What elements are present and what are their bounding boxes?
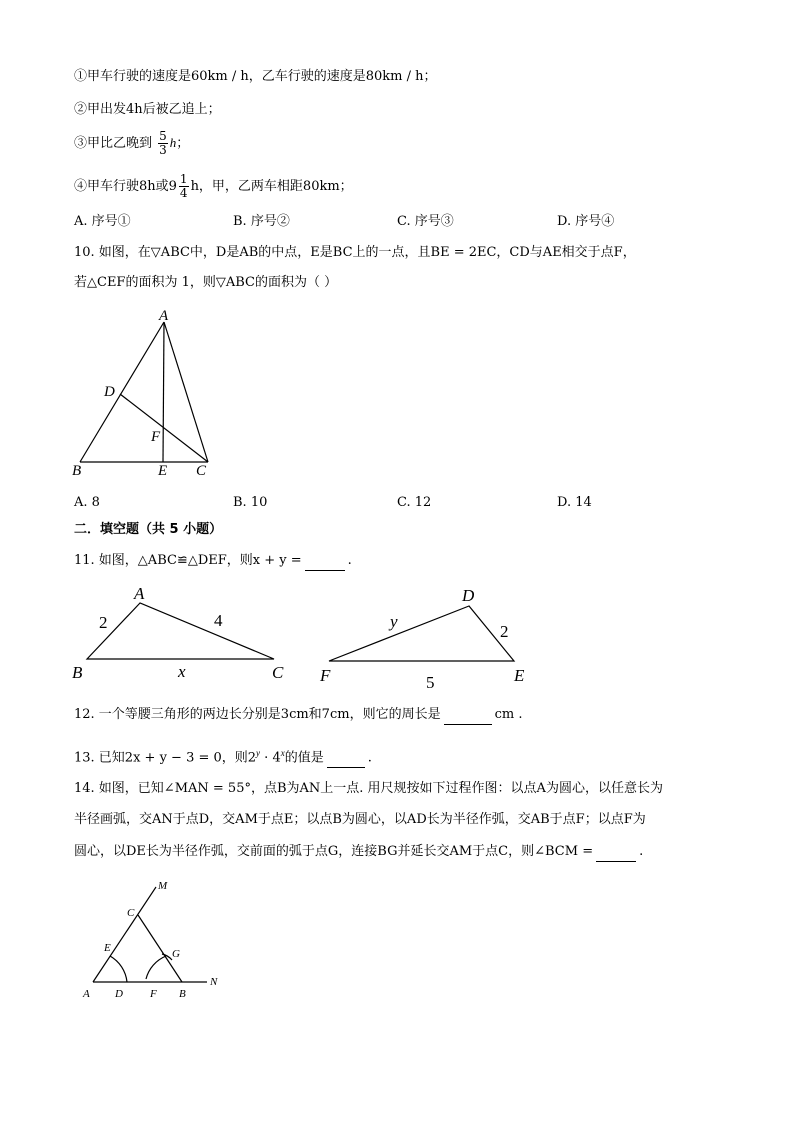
label-m: M xyxy=(158,880,168,892)
segment-ab xyxy=(80,322,164,462)
label-d2: D xyxy=(462,586,475,605)
q10-line2: 若△CEF的面积为 1，则▽ABC的面积为（ ） xyxy=(74,275,338,290)
label-a2: A xyxy=(134,584,145,603)
arc-b xyxy=(146,956,166,979)
q13-answer-blank[interactable] xyxy=(327,753,365,768)
q14-line3: 圆心，以DE长为半径作弧，交前面的弧于点G，连接BG并延长交AM于点C，则∠BCM = . xyxy=(74,842,643,862)
label-f: F xyxy=(151,429,161,445)
q10-option-a[interactable]: A. 8 xyxy=(74,495,100,510)
label-d3: D xyxy=(115,988,123,1000)
statement-4-text: ④甲车行驶8h或9 xyxy=(74,179,177,194)
q14-line2: 半径画弧，交AN于点D，交AM于点E；以点B为圆心，以AD长为半径作弧，交AB于点F；以点F为 xyxy=(74,812,646,827)
statement-2-text: ②甲出发4h后被乙追上； xyxy=(74,102,221,117)
statement-3-text: ③甲比乙晚到 xyxy=(74,136,153,151)
q13-text: 13. 已知2x + y − 3 = 0，则$2^y \cdot 4^x$的值是 . xyxy=(74,743,372,768)
label-g: G xyxy=(172,948,180,960)
segment-dc xyxy=(120,394,208,462)
q10-option-b[interactable]: B. 10 xyxy=(233,495,268,510)
arc-f xyxy=(162,954,172,960)
statement-4 xyxy=(74,173,353,200)
q14-answer-blank[interactable] xyxy=(596,847,636,862)
label-c: C xyxy=(196,463,207,479)
label-b2: B xyxy=(72,663,83,682)
statement-2 xyxy=(74,100,221,120)
q11-text: 11. 如图，△ABC≌△DEF，则x + y = . xyxy=(74,551,352,571)
side-bc: x xyxy=(178,662,186,681)
q14-line1: 14. 如图，已知∠MAN = 55°，点B为AN上一点. 用尺规按如下过程作图：以点A为圆心，以任意长为 xyxy=(74,781,663,796)
section-title: 二．填空题（共 5 小题） xyxy=(74,522,223,537)
q11-answer-blank[interactable] xyxy=(305,556,345,571)
label-d: D xyxy=(104,384,115,400)
label-b: B xyxy=(72,463,82,479)
q9-option-c[interactable]: C. 序号③ xyxy=(397,214,454,229)
statement-4-tail: h，甲，乙两车相距80km； xyxy=(190,179,353,194)
side-ab: 2 xyxy=(99,613,108,632)
statement-3: ③甲比乙晚到 $\frac{5}{3}$ h； xyxy=(74,129,190,157)
q9-option-a[interactable]: A. 序号① xyxy=(74,214,131,229)
q9-option-d[interactable]: D. 序号④ xyxy=(557,214,615,229)
segment-ac xyxy=(164,322,208,462)
q10-option-c[interactable]: C. 12 xyxy=(397,495,432,510)
side-df: y xyxy=(390,612,398,631)
ray-am xyxy=(93,887,156,982)
label-e3: E xyxy=(104,942,111,954)
q10-option-d[interactable]: D. 14 xyxy=(557,495,592,510)
fraction-5-3: $\frac{5}{3}$ xyxy=(159,129,167,157)
q12-answer-blank[interactable] xyxy=(444,710,492,725)
label-e: E xyxy=(158,463,168,479)
label-n: N xyxy=(210,976,218,988)
label-f3: F xyxy=(150,988,157,1000)
statement-1-text: ①甲车行驶的速度是60km / h，乙车行驶的速度是80km / h； xyxy=(74,69,437,84)
side-de: 2 xyxy=(500,622,509,641)
label-a: A xyxy=(159,308,169,324)
q9-option-b[interactable]: B. 序号② xyxy=(233,214,290,229)
side-ac: 4 xyxy=(214,611,223,630)
label-a3: A xyxy=(83,988,90,1000)
label-c2: C xyxy=(272,663,284,682)
label-c3: C xyxy=(127,907,135,919)
segment-bc3 xyxy=(138,915,182,982)
fraction-1-4: $\frac{1}{4}$ xyxy=(179,172,188,200)
side-fe: 5 xyxy=(426,673,435,692)
label-f2: F xyxy=(320,666,331,685)
arc-a xyxy=(110,956,127,982)
q10-line1: 10. 如图，在▽ABC中，D是AB的中点，E是BC上的一点，且BE = 2EC，CD与AE相交于点F， xyxy=(74,245,636,260)
unit-h: h xyxy=(169,135,177,150)
q12-text: 12. 一个等腰三角形的两边长分别是3cm和7cm，则它的周长是 cm . xyxy=(74,705,522,725)
statement-1 xyxy=(74,67,437,87)
segment-ae xyxy=(163,322,164,462)
triangle-abc xyxy=(87,603,274,659)
triangle-def xyxy=(329,606,514,661)
label-b3: B xyxy=(179,988,186,1000)
label-e2: E xyxy=(514,666,525,685)
